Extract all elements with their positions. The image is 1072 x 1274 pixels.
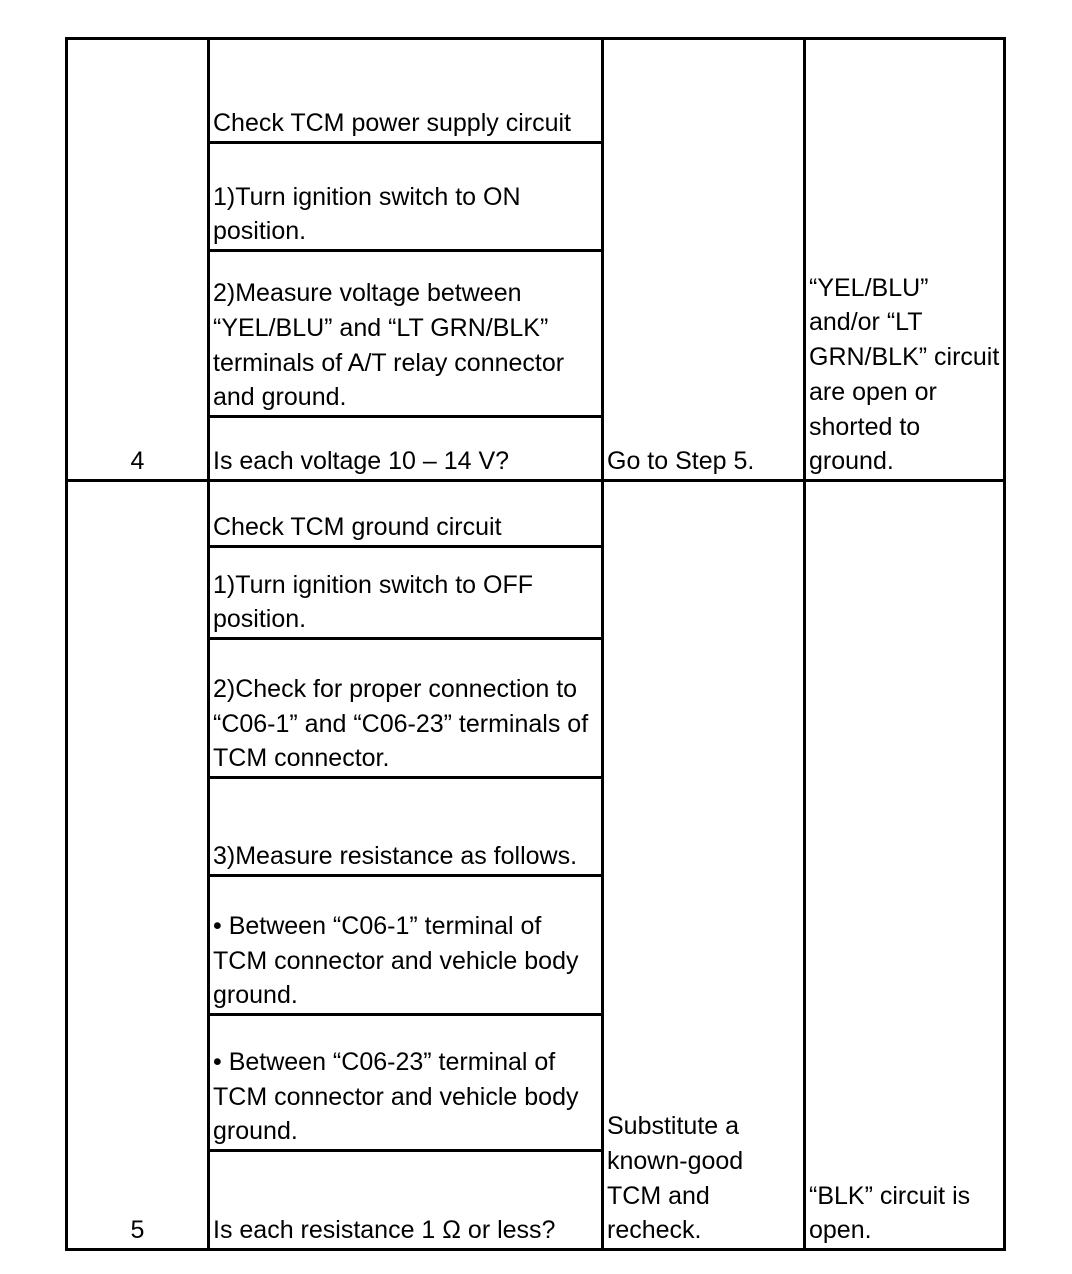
action-cell	[213, 482, 601, 545]
no-cell	[809, 40, 1003, 479]
action-cell	[213, 877, 601, 1013]
action-cell	[213, 252, 601, 415]
action-cell	[213, 1152, 601, 1248]
yes-cell	[607, 482, 803, 1248]
action-text: 2)Check for proper connection to “C06-1” and “C06-23” terminals of TCM connector.	[213, 674, 589, 773]
action-cell	[213, 640, 601, 776]
action-text: • Between “C06-1” terminal of TCM connector and vehicle body ground.	[213, 911, 579, 1010]
no-text: “BLK” circuit is open.	[809, 1181, 971, 1245]
action-text: • Between “C06-23” terminal of TCM connector and vehicle body ground.	[213, 1047, 579, 1146]
column-divider	[803, 40, 806, 1248]
step-number-text: 4	[130, 447, 145, 476]
column-divider	[601, 40, 604, 1248]
action-text: 1)Turn ignition switch to OFF position.	[213, 570, 534, 634]
no-text: “YEL/BLU” and/or “LT GRN/BLK” circuit are open or shorted to ground.	[809, 273, 1000, 476]
action-text: 2)Measure voltage between “YEL/BLU” and “LT GRN/BLK” terminals of A/T relay connector and ground.	[213, 279, 565, 412]
action-question: Is each voltage 10 – 14 V?	[213, 447, 510, 476]
column-divider	[207, 40, 210, 1248]
step-number	[68, 40, 207, 479]
action-heading: Check TCM power supply circuit	[213, 109, 571, 138]
action-heading: Check TCM ground circuit	[213, 513, 502, 542]
action-text: 3)Measure resistance as follows.	[213, 842, 578, 871]
action-cell	[213, 779, 601, 874]
action-cell	[213, 144, 601, 249]
action-cell	[213, 1016, 601, 1149]
action-cell	[213, 40, 601, 141]
troubleshooting-table	[65, 37, 1006, 1251]
step-number-text: 5	[130, 1216, 145, 1245]
action-question: Is each resistance 1 Ω or less?	[213, 1216, 556, 1245]
action-cell	[213, 418, 601, 479]
yes-cell	[607, 40, 803, 479]
yes-text: Go to Step 5.	[607, 447, 755, 476]
yes-text: Substitute a known-good TCM and recheck.	[607, 1112, 744, 1245]
action-text: 1)Turn ignition switch to ON position.	[213, 182, 521, 246]
action-cell	[213, 548, 601, 637]
no-cell	[809, 482, 1003, 1248]
step-number	[68, 482, 207, 1248]
